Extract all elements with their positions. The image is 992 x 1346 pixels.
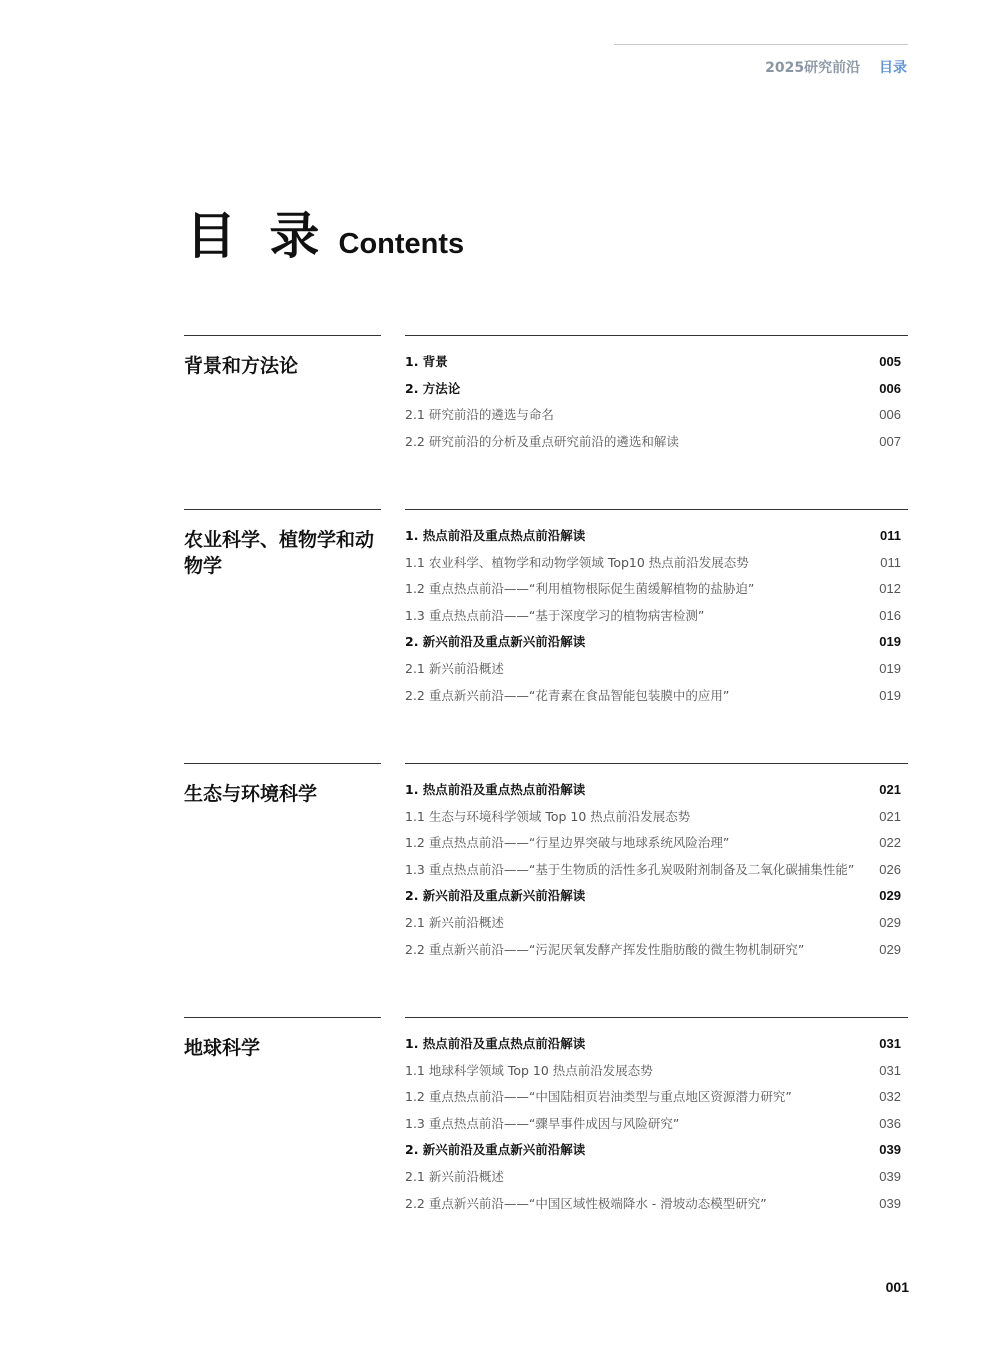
section-heading: 地球科学 (184, 1017, 381, 1061)
entry-title: 1.1 地球科学领域 Top 10 热点前沿发展态势 (405, 1062, 653, 1078)
toc-entry[interactable] (405, 629, 908, 656)
entry-title: 2. 新兴前沿及重点新兴前沿解读 (405, 634, 586, 650)
entry-title: 2.1 新兴前沿概述 (405, 914, 504, 930)
entry-page-number: 029 (879, 888, 901, 904)
toc-entry[interactable] (405, 1058, 908, 1085)
entry-page-number: 021 (879, 808, 901, 824)
toc-entry[interactable] (405, 523, 908, 550)
toc-entry[interactable] (405, 349, 908, 376)
toc-entry[interactable] (405, 576, 908, 603)
toc-entry[interactable] (405, 804, 908, 831)
entry-title: 1.1 农业科学、植物学和动物学领域 Top10 热点前沿发展态势 (405, 554, 749, 570)
page-title (186, 196, 464, 268)
entry-title: 2. 新兴前沿及重点新兴前沿解读 (405, 1142, 586, 1158)
section-heading: 背景和方法论 (184, 335, 381, 379)
toc-entry[interactable] (405, 1191, 908, 1218)
toc-entry[interactable] (405, 656, 908, 683)
entry-page-number: 006 (879, 380, 901, 396)
toc-entry[interactable] (405, 376, 908, 403)
entry-page-number: 011 (880, 528, 901, 543)
toc-entry[interactable] (405, 1137, 908, 1164)
entry-title: 1.2 重点热点前沿——“行星边界突破与地球系统风险治理” (405, 835, 730, 851)
entry-page-number: 031 (879, 1062, 901, 1078)
entry-title: 1.3 重点热点前沿——“基于深度学习的植物病害检测” (405, 607, 705, 623)
entry-title: 1. 热点前沿及重点热点前沿解读 (405, 1036, 586, 1051)
entry-list (405, 763, 908, 963)
entry-page-number: 005 (879, 354, 901, 369)
entry-title: 2.2 重点新兴前沿——“中国区域性极端降水 - 滑坡动态模型研究” (405, 1195, 767, 1211)
entry-page-number: 032 (879, 1089, 901, 1105)
entry-title: 1.3 重点热点前沿——“骤旱事件成因与风险研究” (405, 1115, 680, 1131)
toc-entry[interactable] (405, 937, 908, 964)
toc-entry[interactable] (405, 1164, 908, 1191)
entry-page-number: 019 (879, 634, 901, 650)
toc-entry[interactable] (405, 402, 908, 429)
entry-title: 1.2 重点热点前沿——“利用植物根际促生菌缓解植物的盐胁迫” (405, 581, 755, 597)
entry-title: 2. 方法论 (405, 380, 461, 396)
entry-page-number: 026 (879, 861, 901, 877)
page-number: 001 (885, 1279, 909, 1295)
toc-entry[interactable] (405, 777, 908, 804)
entry-page-number: 022 (879, 835, 901, 851)
toc-entry[interactable] (405, 910, 908, 937)
entry-title: 1. 背景 (405, 354, 448, 369)
entry-page-number: 029 (879, 914, 901, 930)
toc-entry[interactable] (405, 1084, 908, 1111)
entry-title: 2.2 重点新兴前沿——“污泥厌氧发酵产挥发性脂肪酸的微生物机制研究” (405, 941, 805, 957)
entry-title: 1.1 生态与环境科学领域 Top 10 热点前沿发展态势 (405, 808, 691, 824)
entry-page-number: 007 (879, 433, 901, 449)
toc-entry[interactable] (405, 883, 908, 910)
running-header (765, 57, 907, 77)
entry-page-number: 036 (879, 1115, 901, 1131)
page-title-en: Contents (338, 228, 465, 260)
entry-page-number: 031 (879, 1036, 901, 1051)
entry-title: 1. 热点前沿及重点热点前沿解读 (405, 528, 586, 543)
entry-title: 2.2 重点新兴前沿——“花青素在食品智能包装膜中的应用” (405, 687, 730, 703)
toc-entry[interactable] (405, 1111, 908, 1138)
entry-page-number: 012 (879, 581, 901, 597)
entry-page-number: 006 (879, 407, 901, 423)
entry-page-number: 021 (879, 782, 901, 797)
toc-entry[interactable] (405, 857, 908, 884)
toc-entry[interactable] (405, 429, 908, 456)
report-title: 2025研究前沿 (765, 60, 861, 76)
toc-entry[interactable] (405, 1031, 908, 1058)
toc-entry[interactable] (405, 683, 908, 710)
entry-list (405, 1017, 908, 1217)
entry-title: 2.1 新兴前沿概述 (405, 1168, 504, 1184)
entry-page-number: 039 (879, 1142, 901, 1158)
entry-list (405, 509, 908, 709)
entry-list (405, 335, 908, 455)
entry-title: 2.2 研究前沿的分析及重点研究前沿的遴选和解读 (405, 433, 679, 449)
entry-title: 2.1 研究前沿的遴选与命名 (405, 407, 554, 423)
entry-page-number: 019 (879, 660, 901, 676)
page-title-cn: 目 录 (186, 207, 328, 265)
section-heading: 生态与环境科学 (184, 763, 381, 807)
toc-entry[interactable] (405, 603, 908, 630)
toc-entry[interactable] (405, 830, 908, 857)
entry-page-number: 029 (879, 941, 901, 957)
entry-page-number: 019 (879, 687, 901, 703)
section-label: 目录 (879, 60, 907, 76)
section-heading: 农业科学、植物学和动物学 (184, 509, 381, 579)
entry-page-number: 039 (879, 1168, 901, 1184)
entry-title: 1.3 重点热点前沿——“基于生物质的活性多孔炭吸附剂制备及二氧化碳捕集性能” (405, 861, 855, 877)
entry-page-number: 016 (879, 607, 901, 623)
header-rule (614, 44, 908, 45)
entry-page-number: 039 (879, 1195, 901, 1211)
toc-entry[interactable] (405, 550, 908, 577)
entry-title: 1.2 重点热点前沿——“中国陆相页岩油类型与重点地区资源潜力研究” (405, 1089, 792, 1105)
entry-page-number: 011 (880, 554, 901, 570)
entry-title: 2. 新兴前沿及重点新兴前沿解读 (405, 888, 586, 904)
entry-title: 2.1 新兴前沿概述 (405, 660, 504, 676)
entry-title: 1. 热点前沿及重点热点前沿解读 (405, 782, 586, 797)
